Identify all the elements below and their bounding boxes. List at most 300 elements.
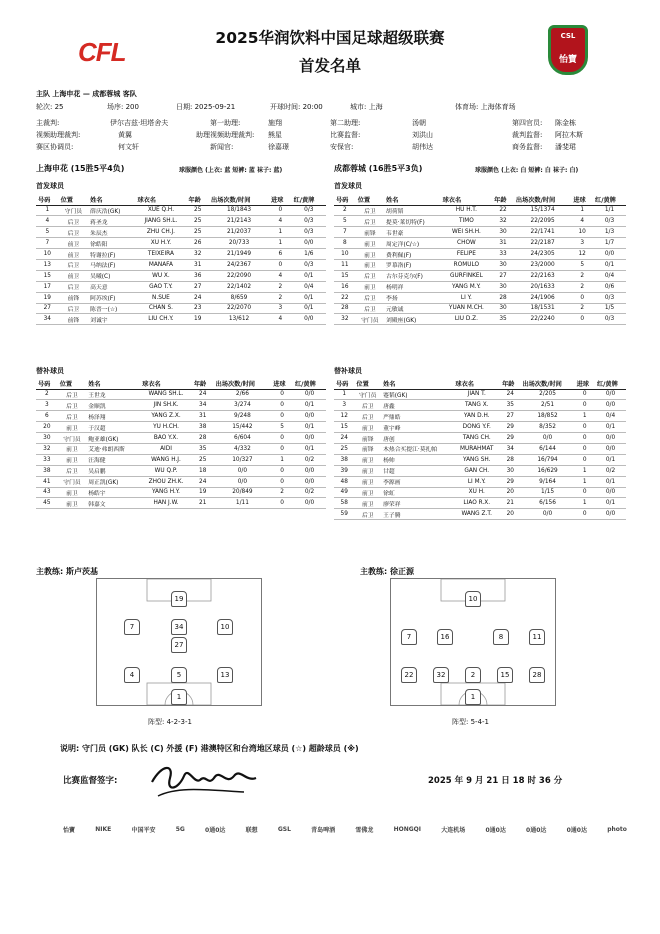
table-cell: LIU CH.Y. [135,314,186,325]
label: 安保官: [330,143,354,151]
table-cell: 陈晋一(☆) [88,303,135,314]
table-cell: 2 [571,281,593,292]
table-cell: 18/1843 [209,205,269,216]
table-row [334,509,626,520]
table-cell: 徐皓阳 [88,238,135,249]
table-cell: 30 [36,433,58,444]
table-cell: 27 [36,303,59,314]
table-cell: 3 [269,303,292,314]
player-marker: 34 [171,619,187,635]
table-cell: 7 [36,238,59,249]
table-cell: 4 [269,270,292,281]
table-cell: 22/2090 [209,270,269,281]
table-cell: 2/51 [520,400,574,411]
sponsor-logo: NIKE [95,825,112,833]
table-cell: MANAFA [135,259,186,270]
table-cell: 5 [334,216,356,227]
ar1: 施翔 [268,119,282,127]
column-header: 进球 [571,195,593,205]
table-cell: 18/852 [520,411,574,422]
sponsor-logo: 中国平安 [131,826,156,834]
table-cell: 元敏诚 [384,303,441,314]
table-cell: 0/1 [292,292,326,303]
table-cell: 45 [36,498,58,509]
table-cell: 34 [36,314,59,325]
table-row [36,281,326,292]
table-cell: 前卫 [58,487,86,498]
table-row [334,433,626,444]
sponsor-logo: 青岛啤酒 [311,826,336,834]
table-cell: 后卫 [354,411,381,422]
table-row [334,314,626,325]
table-cell: 25 [186,227,209,238]
table-row [334,498,626,509]
table-cell: GURFINKEL [441,270,493,281]
table-cell: 0 [575,400,595,411]
table-cell: 21 [192,498,214,509]
table-cell: 艾迪·弗朗西斯 [86,443,140,454]
table-cell: 0/1 [293,443,326,454]
table-cell: 36 [186,270,209,281]
table-cell: 李源画 [381,476,453,487]
table-cell: 18 [192,465,214,476]
table-cell: 22 [492,205,514,216]
page-subtitle: 首发名单 [298,57,361,75]
table-row [36,454,326,465]
table-cell: 25 [192,454,214,465]
away-formation-pitch [390,578,556,706]
table-cell: 30 [492,227,514,238]
column-header: 红/黄牌 [293,379,326,389]
table-cell: 5 [271,422,293,433]
table-cell: 唐创 [381,433,453,444]
table-cell: 0 [271,400,293,411]
table-cell: 前卫 [354,465,381,476]
round: 轮次: 25 [36,103,64,111]
home-starters-label: 首发球员 [36,182,64,190]
table-cell: 朱辰杰 [88,227,135,238]
table-row [334,411,626,422]
table-cell: 25 [186,205,209,216]
table-cell: 前卫 [58,454,86,465]
column-header: 球衣名 [135,195,186,205]
table-cell: 前卫 [354,454,381,465]
column-header: 红/黄牌 [595,379,626,389]
table-cell: 0/3 [292,259,326,270]
table-cell: 0 [271,476,293,487]
table-cell: 0/1 [593,259,626,270]
table-cell: 守门员 [356,314,384,325]
table-row [36,314,326,325]
label: 第一助理: [210,119,241,127]
table-cell: 前卫 [354,498,381,509]
table-cell: 韦世豪 [384,227,441,238]
table-cell: 22/2187 [514,238,571,249]
table-row [36,292,326,303]
table-cell: 0 [575,487,595,498]
player-marker: 8 [493,629,509,645]
away-subs-label: 替补球员 [334,367,362,375]
away-starters-table [334,195,626,325]
table-cell: 23/2000 [514,259,571,270]
table-row [36,411,326,422]
table-cell: WEI SH.H. [441,227,493,238]
column-header: 进球 [269,195,292,205]
table-cell: 前卫 [356,238,384,249]
table-cell: 0/0 [292,238,326,249]
player-marker: 27 [171,637,187,653]
table-cell: 6 [269,249,292,260]
table-cell: 4 [571,216,593,227]
table-cell: 0 [271,498,293,509]
table-cell: 4 [36,216,59,227]
table-cell: 0 [271,389,293,400]
table-cell: 蒋圣龙 [88,216,135,227]
table-row [334,292,626,303]
table-cell: 41 [36,476,58,487]
player-marker: 28 [529,667,545,683]
table-cell: 前卫 [58,422,86,433]
table-cell: 34 [500,443,520,454]
table-row [334,487,626,498]
away-kit: 球服颜色 (上衣: 白 短裤: 白 袜子: 白) [475,167,579,174]
match-date: 日期: 2025-09-21 [176,103,236,111]
table-cell: 1 [269,227,292,238]
table-row [334,422,626,433]
table-row [36,259,326,270]
table-cell: 38 [334,454,354,465]
table-cell: 8/352 [520,422,574,433]
player-marker: 5 [171,667,187,683]
table-cell: 22/1741 [514,227,571,238]
player-marker: 10 [217,619,233,635]
table-cell: TEIXEIRA [135,249,186,260]
table-cell: 1/7 [593,238,626,249]
table-cell: 前卫 [356,259,384,270]
column-header: 位置 [356,195,384,205]
table-cell: 1/15 [520,487,574,498]
table-cell: 0/0 [520,433,574,444]
table-cell: 33 [492,249,514,260]
table-cell: 6/156 [520,498,574,509]
table-cell: 前卫 [59,238,89,249]
column-header: 位置 [58,379,86,389]
table-row [36,400,326,411]
table-cell: 30 [492,259,514,270]
table-cell: 2 [571,270,593,281]
label: 视频助理裁判: [36,131,81,139]
table-cell: YAN D.H. [453,411,500,422]
table-cell: N.SUE [135,292,186,303]
column-header: 年龄 [192,379,214,389]
column-header: 号码 [334,379,354,389]
commissioner: 刘洪山 [412,131,433,139]
table-cell: 周定洋(C/☆) [384,238,441,249]
table-cell: 杨帅 [381,454,453,465]
table-cell: 0/0 [214,465,272,476]
table-cell: 3 [334,400,354,411]
table-cell: 15/442 [214,422,272,433]
legend: 说明: 守门员 (GK) 队长 (C) 外援 (F) 港澳特区和台湾地区球员 (☆) 超龄球员 (※) [60,744,359,753]
table-cell: 2 [36,389,58,400]
table-cell: 22/2240 [514,314,571,325]
away-formation: 阵型: 5-4-1 [452,718,489,726]
table-cell: 0 [571,292,593,303]
player-marker: 10 [465,591,481,607]
table-cell: 5 [571,259,593,270]
table-row [36,270,326,281]
table-cell: 后卫 [59,281,89,292]
table-cell: WU Q.P. [140,465,192,476]
away-team-name: 成都蓉城 (16胜5平3负) [334,164,423,173]
table-cell: 于汉超 [86,422,140,433]
table-cell: LI M.Y. [453,476,500,487]
avar: 熊星 [268,131,282,139]
table-cell: 23 [186,303,209,314]
label: 新闻官: [210,143,234,151]
table-cell: 费利佩(F) [384,249,441,260]
table-cell: 0/0 [293,498,326,509]
table-cell: 0/0 [520,509,574,520]
table-cell: 26 [186,238,209,249]
table-cell: 15 [334,270,356,281]
table-cell: 21/2037 [209,227,269,238]
player-marker: 22 [401,667,417,683]
table-cell: 守门员 [59,205,89,216]
table-row [36,487,326,498]
match-no: 场序: 200 [107,103,139,111]
referee: 伊尔吉兹·坦塔舍夫 [110,119,169,127]
table-cell: 27 [500,411,520,422]
table-cell: 0/6 [593,281,626,292]
assessor: 阿拉木斯 [555,131,583,139]
table-cell: 22/1402 [209,281,269,292]
table-cell: 10/327 [214,454,272,465]
table-cell: 1/5 [593,303,626,314]
table-cell: 前卫 [354,422,381,433]
label: 商务监督: [512,143,543,151]
table-cell: 0 [271,411,293,422]
table-cell: WANG Z.T. [453,509,500,520]
table-cell: YUAN M.CH. [441,303,493,314]
column-header: 出场次数/时间 [209,195,269,205]
table-cell: 守门员 [58,476,86,487]
table-cell: 后卫 [354,509,381,520]
table-cell: 10 [571,227,593,238]
table-cell: 0/0 [293,465,326,476]
table-cell: YANG SH. [453,454,500,465]
table-row [36,238,326,249]
table-row [36,227,326,238]
table-cell: 0/2 [293,487,326,498]
away-coach: 主教练: 徐正源 [360,567,414,576]
table-cell: 8/659 [209,292,269,303]
table-cell: 22/2070 [209,303,269,314]
sponsor-logo: HONGQI [393,825,422,833]
table-cell: YANG M.Y. [441,281,493,292]
sponsor-logo: 联想 [245,826,258,834]
safety-officer: 胡伟达 [412,143,433,151]
table-cell: 2 [271,487,293,498]
table-cell: 29 [500,476,520,487]
column-header: 位置 [354,379,381,389]
table-cell: 30 [492,303,514,314]
table-cell: 30 [492,281,514,292]
table-cell: 前卫 [59,270,89,281]
table-row [334,259,626,270]
column-header: 姓名 [381,379,453,389]
table-cell: 守门员 [354,389,381,400]
table-cell: ROMULO [441,259,493,270]
table-cell: 21 [500,498,520,509]
table-cell: 20 [500,487,520,498]
table-cell: 前卫 [58,443,86,454]
table-cell: 王世龙 [86,389,140,400]
table-cell: 前卫 [58,498,86,509]
table-cell: HAN J.W. [140,498,192,509]
table-cell: 汪海健 [86,454,140,465]
table-cell: 廖荣祥 [381,498,453,509]
label: 赛区协调员: [36,143,74,151]
table-cell: 17 [36,281,59,292]
table-cell: 0/4 [292,281,326,292]
table-cell: 38 [192,422,214,433]
table-cell: 0/0 [593,249,626,260]
table-cell: 蹇韬(GK) [381,389,453,400]
table-cell: 前卫 [356,249,384,260]
table-cell: 3 [571,238,593,249]
table-cell: 0/0 [595,509,626,520]
table-cell: 0 [269,205,292,216]
table-cell: WANG H.J. [140,454,192,465]
table-row [334,270,626,281]
table-row [334,216,626,227]
table-cell: JIAN T. [453,389,500,400]
table-cell: CHAN S. [135,303,186,314]
table-cell: 20/849 [214,487,272,498]
table-cell: 1 [36,205,59,216]
table-cell: 3 [36,400,58,411]
table-cell: 39 [334,465,354,476]
table-cell: 前锋 [354,443,381,454]
table-cell: 1 [575,411,595,422]
table-cell: 1/3 [593,227,626,238]
table-cell: 19 [36,292,59,303]
coordinator: 何文轩 [118,143,139,151]
table-row [36,433,326,444]
table-cell: 6/144 [520,443,574,454]
table-cell: 薛庆浩(GK) [88,205,135,216]
table-cell: 1/1 [593,205,626,216]
table-cell: XU H. [453,487,500,498]
table-cell: 59 [334,509,354,520]
table-cell: 0 [575,454,595,465]
table-cell: 22/2095 [514,216,571,227]
table-cell: 20/1633 [514,281,571,292]
table-cell: 24/1906 [514,292,571,303]
table-cell: 杨泽翔 [86,411,140,422]
player-marker: 19 [171,591,187,607]
table-cell: 前卫 [354,487,381,498]
sponsor-logo: 雪佛龙 [355,826,374,834]
table-row [334,238,626,249]
table-cell: 马纳法(F) [88,259,135,270]
label: 第四官员: [512,119,543,127]
player-marker: 2 [465,667,481,683]
table-row [36,476,326,487]
table-cell: 鲍亚雄(GK) [86,433,140,444]
table-cell: 7 [334,227,356,238]
table-cell: 27 [492,270,514,281]
table-cell: 刘殿座(GK) [384,314,441,325]
table-cell: 1 [575,476,595,487]
table-cell: 22 [334,292,356,303]
table-cell: LI Y. [441,292,493,303]
table-cell: MURAHMAT [453,443,500,454]
table-cell: 29 [500,422,520,433]
table-cell: JIN SH.K. [140,400,192,411]
table-cell: 古尔芬克尔(F) [384,270,441,281]
table-cell: JIANG SH.L. [135,216,186,227]
column-header: 姓名 [88,195,135,205]
table-row [334,465,626,476]
table-cell: 前锋 [59,314,89,325]
column-header: 进球 [271,379,293,389]
sponsor-logo: 怡寶 [63,826,76,834]
table-cell: 6 [36,411,58,422]
table-cell: 19 [192,487,214,498]
table-cell: 守门员 [58,433,86,444]
table-cell: 48 [334,476,354,487]
table-cell: 15/1374 [514,205,571,216]
player-marker: 7 [124,619,140,635]
city: 城市: 上海 [350,103,383,111]
business-officer: 潘斐珺 [555,143,576,151]
sponsor-logo: 5G [175,825,185,833]
table-cell: FELIPE [441,249,493,260]
table-cell: 后卫 [356,270,384,281]
table-cell: 2/66 [214,389,272,400]
table-cell: 1 [334,389,354,400]
table-cell: HU H.T. [441,205,493,216]
table-cell: 0 [571,314,593,325]
home-subs-table [36,379,326,509]
table-cell: 24/2305 [514,249,571,260]
table-cell: YANG H.Y. [140,487,192,498]
table-row [334,205,626,216]
table-cell: 王子腾 [381,509,453,520]
table-cell: 58 [334,498,354,509]
table-cell: 前卫 [356,281,384,292]
label: 助理视频助理裁判: [196,131,255,139]
sponsor-strip [60,822,630,836]
table-cell: 20 [36,422,58,433]
table-cell: 2 [334,205,356,216]
match-teams: 主队 上海申花 — 成都蓉城 客队 [36,90,137,98]
table-row [36,249,326,260]
table-cell: LIAO R.X. [453,498,500,509]
table-cell: 5 [36,227,59,238]
table-cell: 李扬 [384,292,441,303]
table-cell: 1 [575,498,595,509]
column-header: 球衣名 [441,195,493,205]
table-cell: 后卫 [59,227,89,238]
table-cell: 0/0 [595,487,626,498]
table-cell: 10 [36,249,59,260]
table-cell: 32 [492,216,514,227]
csl-badge: CSL 怡寶 [548,25,588,75]
table-row [36,216,326,227]
